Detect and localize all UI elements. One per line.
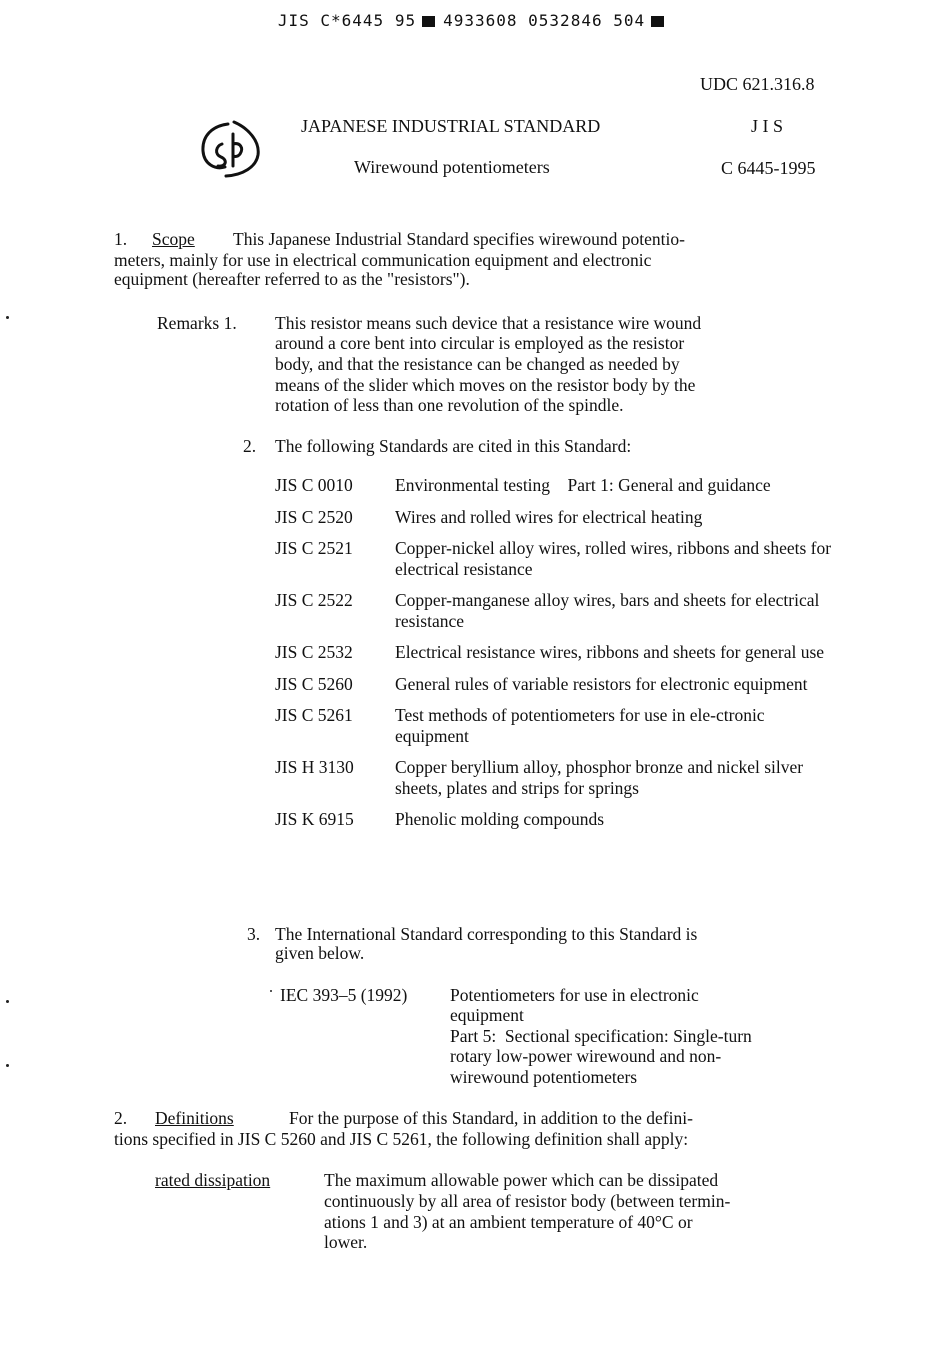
iec-code: IEC 393–5 (1992) — [280, 985, 408, 1005]
remark-2-text: The following Standards are cited in this Standard: — [275, 436, 632, 456]
jis-logo — [196, 114, 266, 184]
udc-number: UDC 621.316.8 — [700, 74, 815, 94]
iec-title-line-2: equipment — [450, 1005, 524, 1025]
scope-heading: Scope — [152, 229, 195, 249]
black-block-mark — [422, 16, 435, 27]
iec-title-line-4: rotary low-power wirewound and non- — [450, 1046, 722, 1066]
scope-section-number: 1. — [114, 229, 128, 249]
list-item — [275, 538, 840, 579]
standard-title: Electrical resistance wires, ribbons and sheets for general use — [395, 642, 825, 662]
iec-title-line-3: Part 5: Sectional specification: Single-turn — [450, 1026, 752, 1046]
standard-code: JIS C 5261 — [275, 705, 353, 725]
barcode-left: JIS C*6445 95 — [277, 11, 417, 30]
scan-speck — [6, 1000, 9, 1003]
scan-speck — [270, 990, 272, 992]
standard-title: Environmental testing Part 1: General and guidance — [395, 475, 771, 495]
standard-code: JIS K 6915 — [275, 809, 354, 829]
standard-code: JIS C 2532 — [275, 642, 353, 662]
remark-1-line-2: around a core bent into circular is employed as the resistor — [275, 333, 685, 353]
black-block-mark — [651, 16, 664, 27]
definitions-section-number: 2. — [114, 1108, 128, 1128]
iec-title-line-5: wirewound potentiometers — [450, 1067, 638, 1087]
standard-title: Copper beryllium alloy, phosphor bronze and nickel silver sheets, plates and strips for springs — [395, 757, 804, 798]
definition-line-3: ations 1 and 3) at an ambient temperature of 40°C or — [324, 1212, 693, 1232]
standard-code: JIS C 2522 — [275, 590, 353, 610]
list-item — [275, 705, 840, 746]
remark-3-line-2: given below. — [275, 943, 365, 963]
list-item — [275, 674, 840, 695]
scope-line-1: This Japanese Industrial Standard specifies wirewound potentio- — [233, 229, 685, 249]
standard-code: JIS C 0010 — [275, 475, 353, 495]
definition-line-1: The maximum allowable power which can be dissipated — [324, 1170, 719, 1190]
barcode-mid: 4933608 0532846 504 — [443, 11, 646, 30]
list-item — [275, 809, 840, 830]
definitions-line-1: For the purpose of this Standard, in addition to the defini- — [289, 1108, 693, 1128]
list-item — [275, 475, 840, 496]
standard-title: Wires and rolled wires for electrical heating — [395, 506, 703, 527]
scan-speck — [6, 316, 9, 319]
remarks-label: Remarks 1. — [157, 313, 237, 333]
definition-term: rated dissipation — [155, 1170, 271, 1190]
definition-line-2: continuously by all area of resistor body (between termin- — [324, 1191, 731, 1211]
standard-title: Copper-manganese alloy wires, bars and sheets for electrical resistance — [395, 590, 820, 631]
remark-2-number: 2. — [243, 436, 257, 456]
list-item — [275, 642, 840, 663]
remark-3-line-1: The International Standard corresponding to this Standard is — [275, 924, 698, 944]
cited-standards-list — [275, 475, 840, 841]
list-item — [275, 590, 840, 631]
standard-title: Phenolic molding compounds — [395, 809, 605, 829]
standard-title: General rules of variable resistors for electronic equipment — [395, 673, 808, 694]
remark-1-line-3: body, and that the resistance can be changed as needed by — [275, 354, 680, 374]
iec-title-line-1: Potentiometers for use in electronic — [450, 985, 699, 1005]
remark-1-line-1: This resistor means such device that a resistance wire wound — [275, 313, 702, 333]
standard-title: JAPANESE INDUSTRIAL STANDARD — [301, 116, 601, 136]
remark-1-line-4: means of the slider which moves on the resistor body by the — [275, 375, 696, 395]
document-title: Wirewound potentiometers — [354, 157, 550, 177]
definitions-heading: Definitions — [155, 1108, 234, 1128]
jis-mark-icon — [196, 114, 266, 184]
list-item — [275, 757, 840, 798]
scope-line-2: meters, mainly for use in electrical communication equipment and electronic — [114, 250, 652, 270]
document-number: C 6445-1995 — [721, 158, 816, 178]
remark-1-line-5: rotation of less than one revolution of the spindle. — [275, 395, 624, 415]
scope-line-3: equipment (hereafter referred to as the "resistors"). — [114, 269, 470, 289]
definition-line-4: lower. — [324, 1232, 368, 1252]
jis-label: J I S — [751, 116, 784, 136]
definitions-line-2: tions specified in JIS C 5260 and JIS C 5261, the following definition shall apply: — [114, 1129, 689, 1149]
standard-title: Copper-nickel alloy wires, rolled wires, ribbons and sheets for electrical resistance — [395, 538, 832, 579]
standard-title: Test methods of potentiometers for use in ele-ctronic equipment — [395, 705, 765, 746]
scan-speck — [6, 1064, 9, 1067]
standard-code: JIS C 2520 — [275, 506, 353, 527]
standard-code: JIS C 5260 — [275, 673, 353, 694]
document-code-line — [0, 11, 950, 30]
standard-code: JIS C 2521 — [275, 538, 353, 558]
list-item — [275, 507, 840, 528]
remark-3-number: 3. — [247, 924, 261, 944]
standard-code: JIS H 3130 — [275, 757, 354, 777]
